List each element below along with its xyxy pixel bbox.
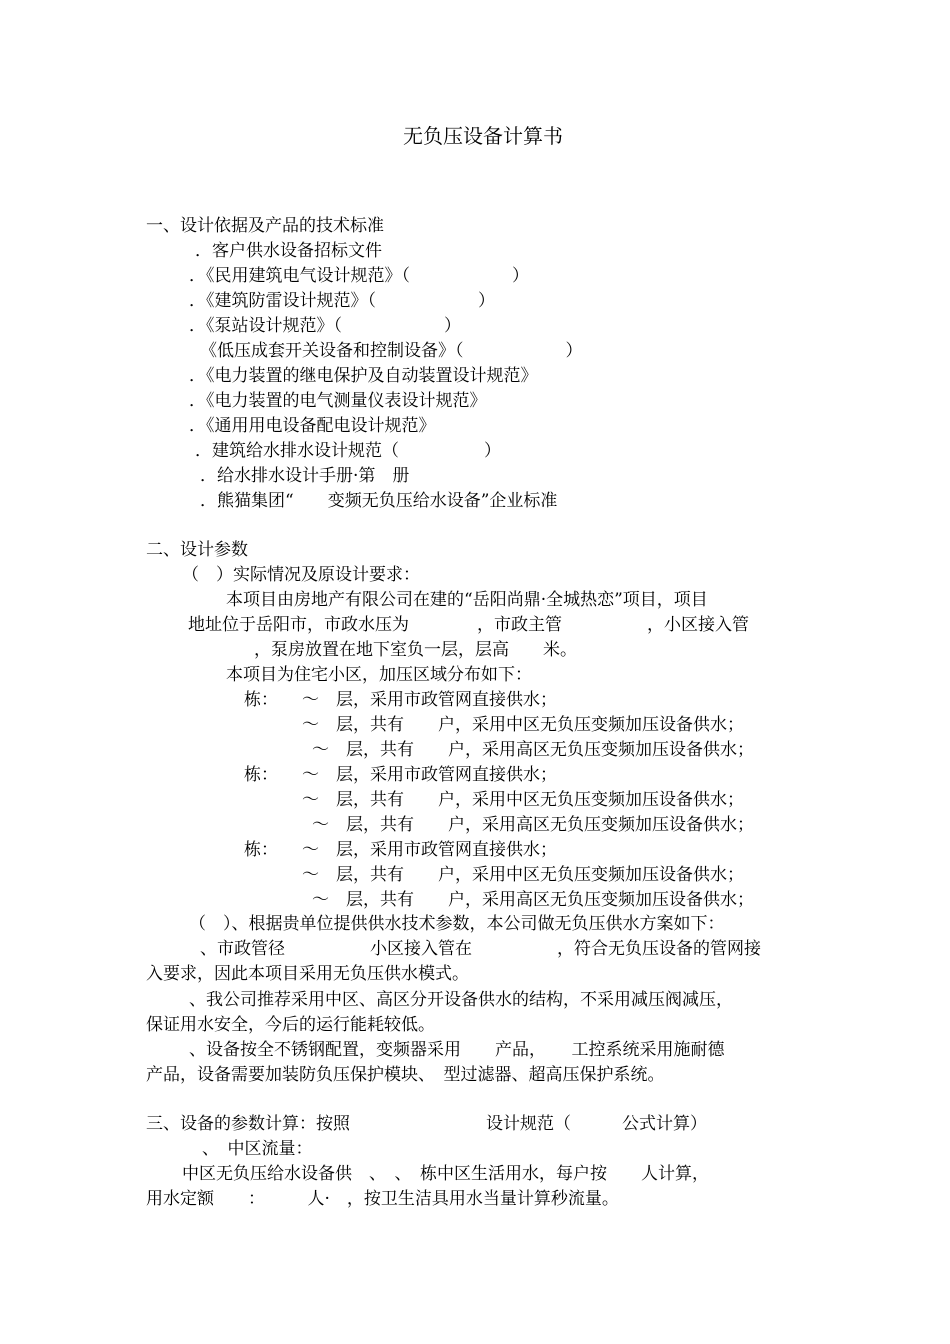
standard-item-1: ．客户供水设备招标文件	[195, 241, 382, 261]
building-2-high: ～ 层，共有 户，采用高区无负压变频加压设备供水；	[312, 815, 754, 835]
building-3-high: ～ 层，共有 户，采用高区无负压变频加压设备供水；	[312, 890, 754, 910]
standard-item-7: ．《电力装置的电气测量仪表设计规范》	[189, 391, 487, 411]
plan-line-6: 产品，设备需要加装防负压保护模块、 型过滤器、超高压保护系统。	[146, 1065, 665, 1085]
standard-item-11: ．熊猫集团“ 变频无负压给水设备”企业标准	[200, 491, 558, 511]
project-line-2: 地址位于岳阳市，市政水压为 ，市政主管 ，小区接入管	[188, 615, 749, 635]
building-3-label: 栋：	[244, 840, 278, 860]
section-2-heading: 二、设计参数	[146, 540, 248, 560]
standard-item-5: 《低压成套开关设备和控制设备》（ ）	[200, 341, 583, 361]
section-3-sub-1: 、 中区流量：	[202, 1139, 313, 1159]
plan-line-3: 、我公司推荐采用中区、高区分开设备供水的结构，不采用减压阀减压，	[189, 990, 733, 1010]
standard-item-4: ．《泵站设计规范》（ ）	[189, 316, 461, 336]
building-2-label: 栋：	[244, 765, 278, 785]
plan-line-2: 入要求，因此本项目采用无负压供水模式。	[146, 964, 469, 984]
standard-item-9: ．建筑给水排水设计规范（ ）	[195, 441, 501, 461]
calc-line-1: 中区无负压给水设备供 、 、 栋中区生活用水，每户按 人计算，	[182, 1164, 709, 1184]
standard-item-2: ．《民用建筑电气设计规范》（ ）	[189, 266, 529, 286]
plan-line-5: 、设备按全不锈钢配置，变频器采用 产品， 工控系统采用施耐德	[189, 1040, 725, 1060]
section-2-sub-1: （ ）实际情况及原设计要求：	[182, 565, 420, 585]
building-3-direct: ～ 层，采用市政管网直接供水；	[302, 840, 557, 860]
building-3-mid: ～ 层，共有 户，采用中区无负压变频加压设备供水；	[302, 865, 744, 885]
project-line-3: ，泵房放置在地下室负一层，层高 米。	[254, 640, 577, 660]
standard-item-10: ．给水排水设计手册·第 册	[200, 466, 410, 486]
project-line-1: 本项目由房地产有限公司在建的“岳阳尚鼎·全城热恋”项目，项目	[226, 590, 708, 610]
building-2-direct: ～ 层，采用市政管网直接供水；	[302, 765, 557, 785]
section-2-sub-2: （ ）、根据贵单位提供供水技术参数，本公司做无负压供水方案如下：	[189, 914, 725, 934]
section-3-heading: 三、设备的参数计算：按照 设计规范（ 公式计算）	[146, 1114, 707, 1134]
zone-intro: 本项目为住宅小区，加压区域分布如下：	[226, 665, 532, 685]
standard-item-3: ．《建筑防雷设计规范》（ ）	[189, 291, 495, 311]
building-1-high: ～ 层，共有 户，采用高区无负压变频加压设备供水；	[312, 740, 754, 760]
section-1-heading: 一、设计依据及产品的技术标准	[146, 216, 384, 236]
standard-item-6: ．《电力装置的继电保护及自动装置设计规范》	[189, 366, 538, 386]
building-1-direct: ～ 层，采用市政管网直接供水；	[302, 690, 557, 710]
standard-item-8: ．《通用用电设备配电设计规范》	[189, 416, 436, 436]
document-title: 无负压设备计算书	[403, 124, 563, 148]
building-2-mid: ～ 层，共有 户，采用中区无负压变频加压设备供水；	[302, 790, 744, 810]
building-1-label: 栋：	[244, 690, 278, 710]
plan-line-4: 保证用水安全，今后的运行能耗较低。	[146, 1015, 435, 1035]
calc-line-2: 用水定额 ： 人· ，按卫生洁具用水当量计算秒流量。	[146, 1189, 619, 1209]
plan-line-1: 、市政管径 小区接入管在 ，符合无负压设备的管网接	[200, 939, 761, 959]
building-1-mid: ～ 层，共有 户，采用中区无负压变频加压设备供水；	[302, 715, 744, 735]
